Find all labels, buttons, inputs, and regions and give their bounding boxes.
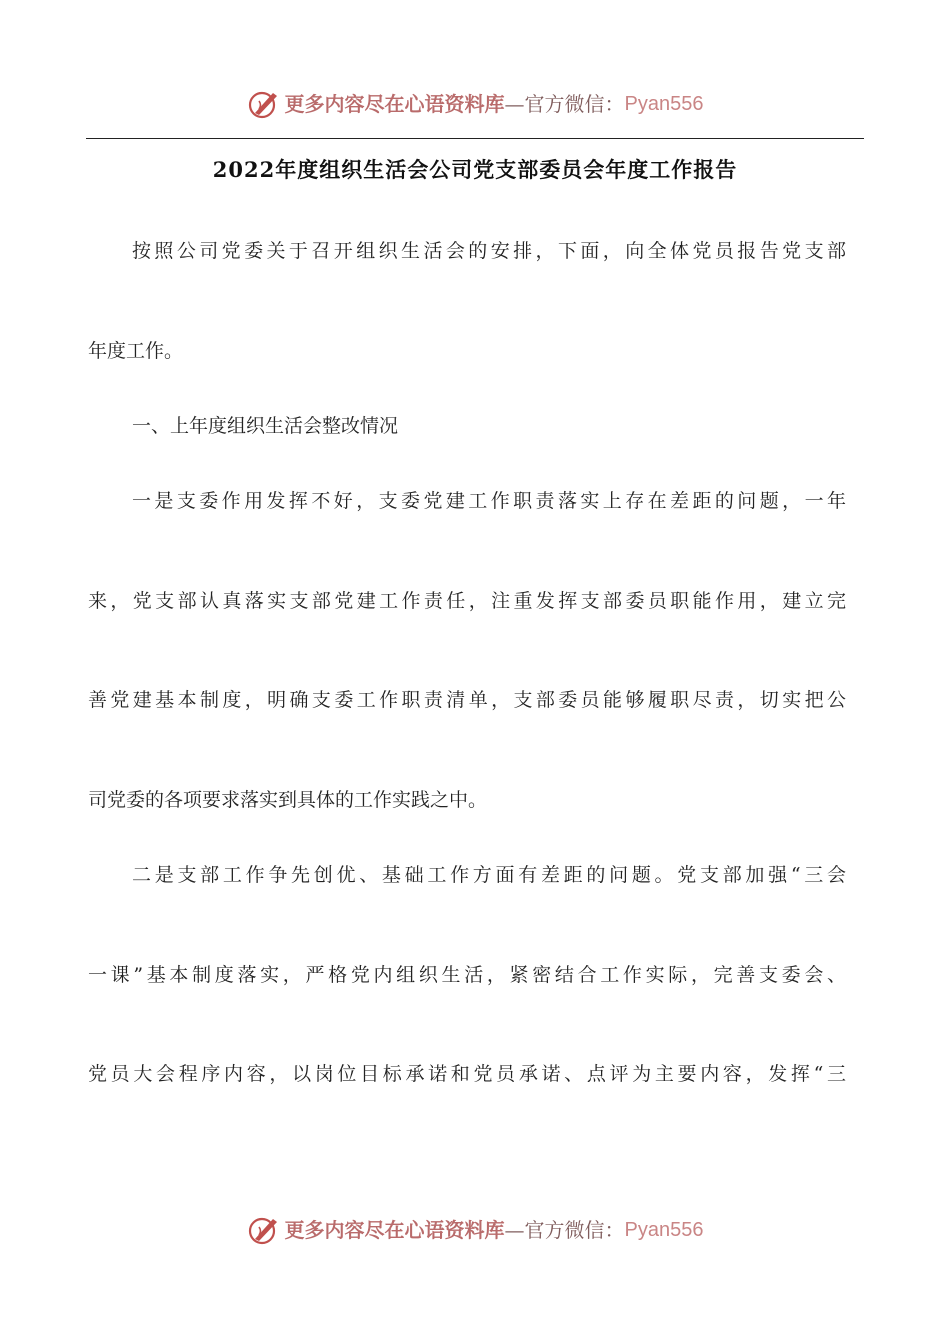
paragraph-line: 司党委的各项要求落实到具体的工作实践之中。	[88, 789, 488, 811]
paragraph-line: 二是支部工作争先创优、基础工作方面有差距的问题。党支部加强“三会	[132, 864, 846, 886]
banner-wechat-label: —官方微信：	[504, 92, 625, 116]
banner-wechat-id: Pyan556	[624, 1219, 704, 1241]
paragraph-line: 年度工作。	[88, 340, 184, 362]
banner-wechat-label: —官方微信：	[504, 1218, 625, 1242]
header-rule	[86, 138, 864, 139]
pen-nib-logo-icon	[247, 87, 281, 121]
banner-title: 更多内容尽在心语资料库	[284, 92, 505, 116]
banner-wechat-id: Pyan556	[624, 93, 704, 115]
footer-banner	[0, 1210, 950, 1250]
paragraph-line: 一课”基本制度落实，严格党内组织生活，紧密结合工作实际，完善支委会、	[88, 964, 846, 986]
pen-nib-logo-icon	[247, 1213, 281, 1247]
paragraph-line: 一是支委作用发挥不好，支委党建工作职责落实上存在差距的问题，一年	[132, 490, 846, 512]
section-heading: 一、上年度组织生活会整改情况	[132, 415, 399, 437]
header-banner	[0, 84, 950, 124]
paragraph-line: 党员大会程序内容，以岗位目标承诺和党员承诺、点评为主要内容，发挥“三	[88, 1063, 846, 1085]
paragraph-line: 按照公司党委关于召开组织生活会的安排，下面，向全体党员报告党支部	[132, 240, 846, 262]
banner-title: 更多内容尽在心语资料库	[284, 1218, 505, 1242]
paragraph-line: 来，党支部认真落实支部党建工作责任，注重发挥支部委员职能作用，建立完	[88, 590, 846, 612]
paragraph-line: 善党建基本制度，明确支委工作职责清单，支部委员能够履职尽责，切实把公	[88, 689, 846, 711]
document-title: 2022年度组织生活会公司党支部委员会年度工作报告	[212, 157, 738, 182]
